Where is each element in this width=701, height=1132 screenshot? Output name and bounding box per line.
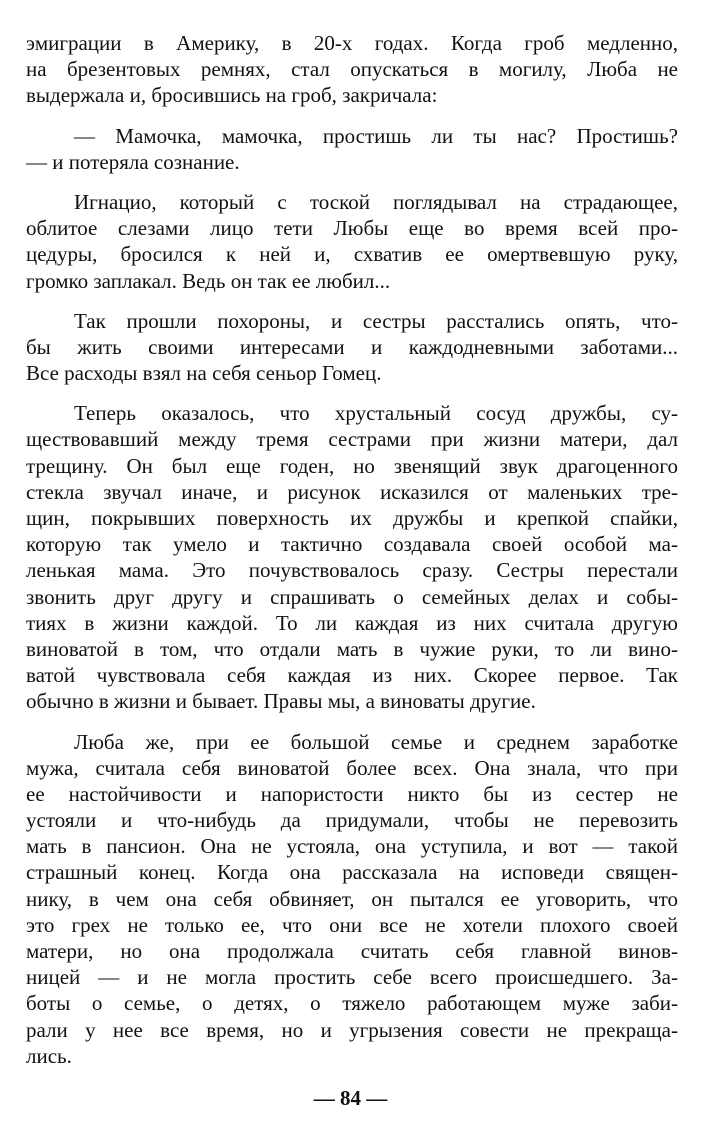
- text-line: Теперь оказалось, что хрустальный сосуд дружбы, су-: [74, 401, 678, 426]
- text-line: ницей — и не могла простить себе всего происшедшего. За-: [26, 965, 678, 990]
- text-line: которую так умело и тактично создавала своей особой ма-: [26, 532, 678, 557]
- text-line: — Мамочка, мамочка, простишь ли ты нас? Простишь?: [74, 123, 678, 148]
- paragraph-gap: [26, 294, 678, 308]
- text-line: нику, в чем она себя обвиняет, он пытался ее уговорить, что: [26, 886, 678, 911]
- paragraph: [26, 189, 678, 294]
- text-line: ватой чувствовала себя каждая из них. Скорее первое. Так: [26, 663, 678, 688]
- text-line: стекла звучал иначе, и рисунок исказился от маленьких тре-: [26, 479, 678, 504]
- text-line: тиях в жизни каждой. То ли каждая из них считала другую: [26, 610, 678, 635]
- body-text: [26, 30, 678, 1069]
- text-line: Так прошли похороны, и сестры расстались опять, что-: [74, 308, 678, 333]
- text-line: это грех не только ее, что они все не хотели плохого своей: [26, 912, 678, 937]
- text-line: бы жить своими интересами и каждодневными заботами...: [26, 334, 678, 359]
- paragraph-gap: [26, 175, 678, 189]
- text-line: облитое слезами лицо тети Любы еще во время всей про-: [26, 216, 678, 241]
- text-line: Все расходы взял на себя сеньор Гомец.: [26, 361, 382, 386]
- text-line: трещину. Он был еще годен, но звенящий звук драгоценного: [26, 453, 678, 478]
- paragraph-gap: [26, 715, 678, 729]
- text-line: цедуры, бросился к ней и, схватив ее омертвевшую руку,: [26, 242, 678, 267]
- text-line: щин, покрывших поверхность их дружбы и крепкой спайки,: [26, 506, 678, 530]
- text-line: матери, но она продолжала считать себя главной винов-: [26, 939, 678, 963]
- text-line: ленькая мама. Это почувствовалось сразу. Сестры перестали: [26, 558, 678, 583]
- text-line: эмиграции в Америку, в 20-х годах. Когда гроб медленно,: [26, 31, 678, 55]
- text-line: мать в пансион. Она не устояла, она уступила, и вот — такой: [26, 834, 678, 859]
- paragraph: [26, 308, 678, 387]
- text-line: звонить друг другу и спрашивать о семейных делах и собы-: [26, 584, 678, 609]
- paragraph: [26, 30, 678, 109]
- page-number: — 84 —: [313, 1086, 388, 1110]
- text-line: рали у нее все время, но и угрызения совести не прекраща-: [26, 1017, 678, 1042]
- text-line: — и потеряла сознание.: [26, 149, 240, 174]
- paragraph: [26, 123, 678, 175]
- paragraph-gap: [26, 109, 678, 123]
- text-line: Люба же, при ее большой семье и среднем заработке: [74, 729, 678, 754]
- paragraph: [26, 400, 678, 714]
- paragraph-gap: [26, 386, 678, 400]
- text-line: на брезентовых ремнях, стал опускаться в могилу, Люба не: [26, 57, 678, 82]
- text-line: мужа, считала себя виноватой более всех. Она знала, что при: [26, 755, 678, 780]
- text-line: виноватой в том, что отдали мать в чужие руки, то ли вино-: [26, 636, 678, 661]
- text-line: ее настойчивости и напористости никто бы из сестер не: [26, 781, 678, 806]
- text-line: устояли и что-нибудь да придумали, чтобы не перевозить: [26, 808, 678, 833]
- text-line: лись.: [26, 1043, 72, 1068]
- text-line: боты о семье, о детях, о тяжело работающем муже заби-: [26, 991, 678, 1016]
- text-line: обычно в жизни и бывает. Правы мы, а виноваты другие.: [26, 689, 536, 714]
- text-line: громко заплакал. Ведь он так ее любил...: [26, 268, 391, 293]
- text-line: Игнацио, который с тоской поглядывал на страдающее,: [74, 189, 678, 214]
- text-line: ществовавший между тремя сестрами при жизни матери, дал: [26, 427, 678, 452]
- paragraph: [26, 729, 678, 1069]
- text-line: страшный конец. Когда она рассказала на исповеди священ-: [26, 860, 678, 885]
- text-line: выдержала и, бросившись на гроб, закричала:: [26, 83, 438, 108]
